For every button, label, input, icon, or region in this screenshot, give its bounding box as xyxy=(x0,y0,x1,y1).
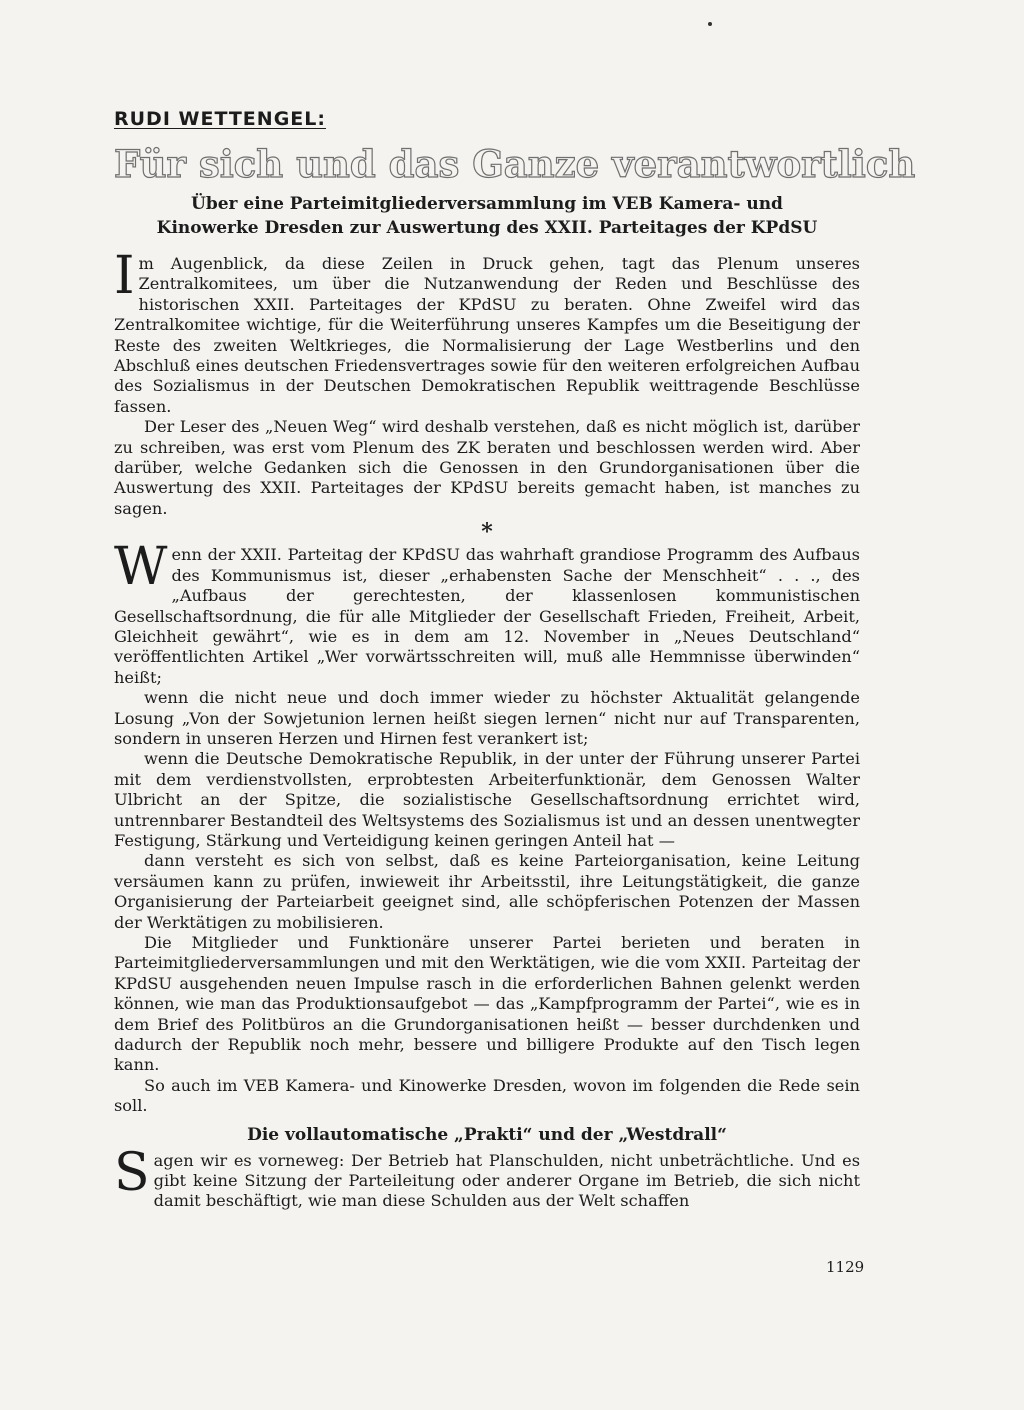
body-paragraph-1: Wenn der XXII. Parteitag der KPdSU das wahrhaft grandiose Programm des Aufbaus des Kommunismus ist, dieser „erhabensten Sache der Menschheit“ . . ., des „Aufbaus der gerechtesten, der klassenlosen kommunistischen Gesellschaftsordnung, die für alle Mitglieder der Gesellschaft Frieden, Freiheit, Arbeit, Gleichheit gewährt“, wie es in dem am 12. November in „Neues Deutschland“ veröffentlichten Artikel „Wer vorwärtsschreiten will, muß alle Hemmnisse überwinden“ heißt; xyxy=(114,537,860,687)
intro-paragraph-1: Im Augenblick, da diese Zeilen in Druck gehen, tagt das Plenum unseres Zentralkomitees, um über die Nutzanwendung der Reden und Beschlüsse des historischen XXII. Parteitages der KPdSU zu beraten. Ohne Zweifel wird das Zentralkomitee wichtige, für die Weiterführung unseres Kampfes um die Beseitigung der Reste des zweiten Weltkrieges, die Normalisierung der Lage Westberlins und den Abschluß eines deutschen Friedensvertrages sowie für den weiteren erfolgreichen Aufbau des Sozialismus in der Deutschen Demokratischen Republik weittragende Beschlüsse fassen. xyxy=(114,246,860,416)
section-separator: * xyxy=(481,519,493,546)
subtitle-line-1: Über eine Parteimitgliederversammlung im VEB Kamera- und xyxy=(191,194,783,214)
print-speck xyxy=(708,22,712,26)
body-paragraph-2: wenn die nicht neue und doch immer wieder zu höchster Aktualität gelangende Losung „Von der Sowjetunion lernen heißt siegen lernen“ nicht nur auf Transparenten, sondern in unseren Herzen und Hirnen fest verankert ist; xyxy=(114,688,860,748)
section-paragraph-1: Sagen wir es vorneweg: Der Betrieb hat Planschulden, nicht unbeträchtliche. Und es gibt keine Sitzung der Parteileitung oder anderer Organe im Betrieb, die sich nicht damit beschäftigt, wie man diese Schulden aus der Welt schaffen xyxy=(114,1142,860,1211)
intro-paragraph-2: Der Leser des „Neuen Weg“ wird deshalb verstehen, daß es nicht möglich ist, darüber zu schreiben, was erst vom Plenum des ZK beraten und beschlossen werden wird. Aber darüber, welche Gedanken sich die Genossen in den Grundorganisationen über die Auswertung des XXII. Parteitages der KPdSU bereits gemacht haben, ist manches zu sagen. xyxy=(114,417,860,518)
article xyxy=(114,108,916,1212)
article-title: Für sich und das Ganze verantwortlich xyxy=(114,142,916,186)
body-paragraph-6: So auch im VEB Kamera- und Kinowerke Dresden, wovon im folgenden die Rede sein soll. xyxy=(114,1075,860,1116)
body-paragraph-3: wenn die Deutsche Demokratische Republik, in der unter der Führung unserer Partei mit dem verdienstvollsten, erprobtesten Arbeiterfunktionär, dem Genossen Walter Ulbricht an der Spitze, die sozialistische Gesellschaftsordnung errichtet wird, untrennbarer Bestandteil des Weltsystems des Sozialismus ist und an dessen unentwegter Festigung, Stärkung und Verteidigung keinen geringen Anteil hat — xyxy=(114,749,860,850)
drop-cap: I xyxy=(114,246,135,306)
drop-cap: W xyxy=(114,537,168,598)
drop-cap: S xyxy=(114,1142,150,1203)
body-paragraph-5: Die Mitglieder und Funktionäre unserer Partei berieten und beraten in Parteimitgliederversammlungen und mit den Werktätigen, wie die vom XXII. Parteitag der KPdSU ausgehenden neuen Impulse rasch in die erforderlichen Bahnen gelenkt werden können, wie man das Produktionsaufgebot — das „Kampfprogramm der Partei“, wie es in dem Brief des Politbüros an die Grundorganisationen heißt — besser durchdenken und dadurch der Republik noch mehr, bessere und billigere Produkte auf den Tisch legen kann. xyxy=(114,933,860,1075)
body-paragraph-4: dann versteht es sich von selbst, daß es keine Parteiorganisation, keine Leitung versäumen kann zu prüfen, inwieweit ihr Arbeitsstil, ihre Leitungstätigkeit, die ganze Organisierung der Parteiarbeit geeignet sind, alle schöpferischen Potenzen der Massen der Werktätigen zu mobilisieren. xyxy=(114,851,860,932)
subtitle-line-2: Kinowerke Dresden zur Auswertung des XXII. Parteitages der KPdSU xyxy=(156,218,818,238)
page-number: 1129 xyxy=(826,1258,865,1276)
section-heading: Die vollautomatische „Prakti“ und der „Westdrall“ xyxy=(247,1124,727,1145)
author-name: RUDI WETTENGEL: xyxy=(114,108,326,130)
article-subtitle xyxy=(114,192,860,240)
